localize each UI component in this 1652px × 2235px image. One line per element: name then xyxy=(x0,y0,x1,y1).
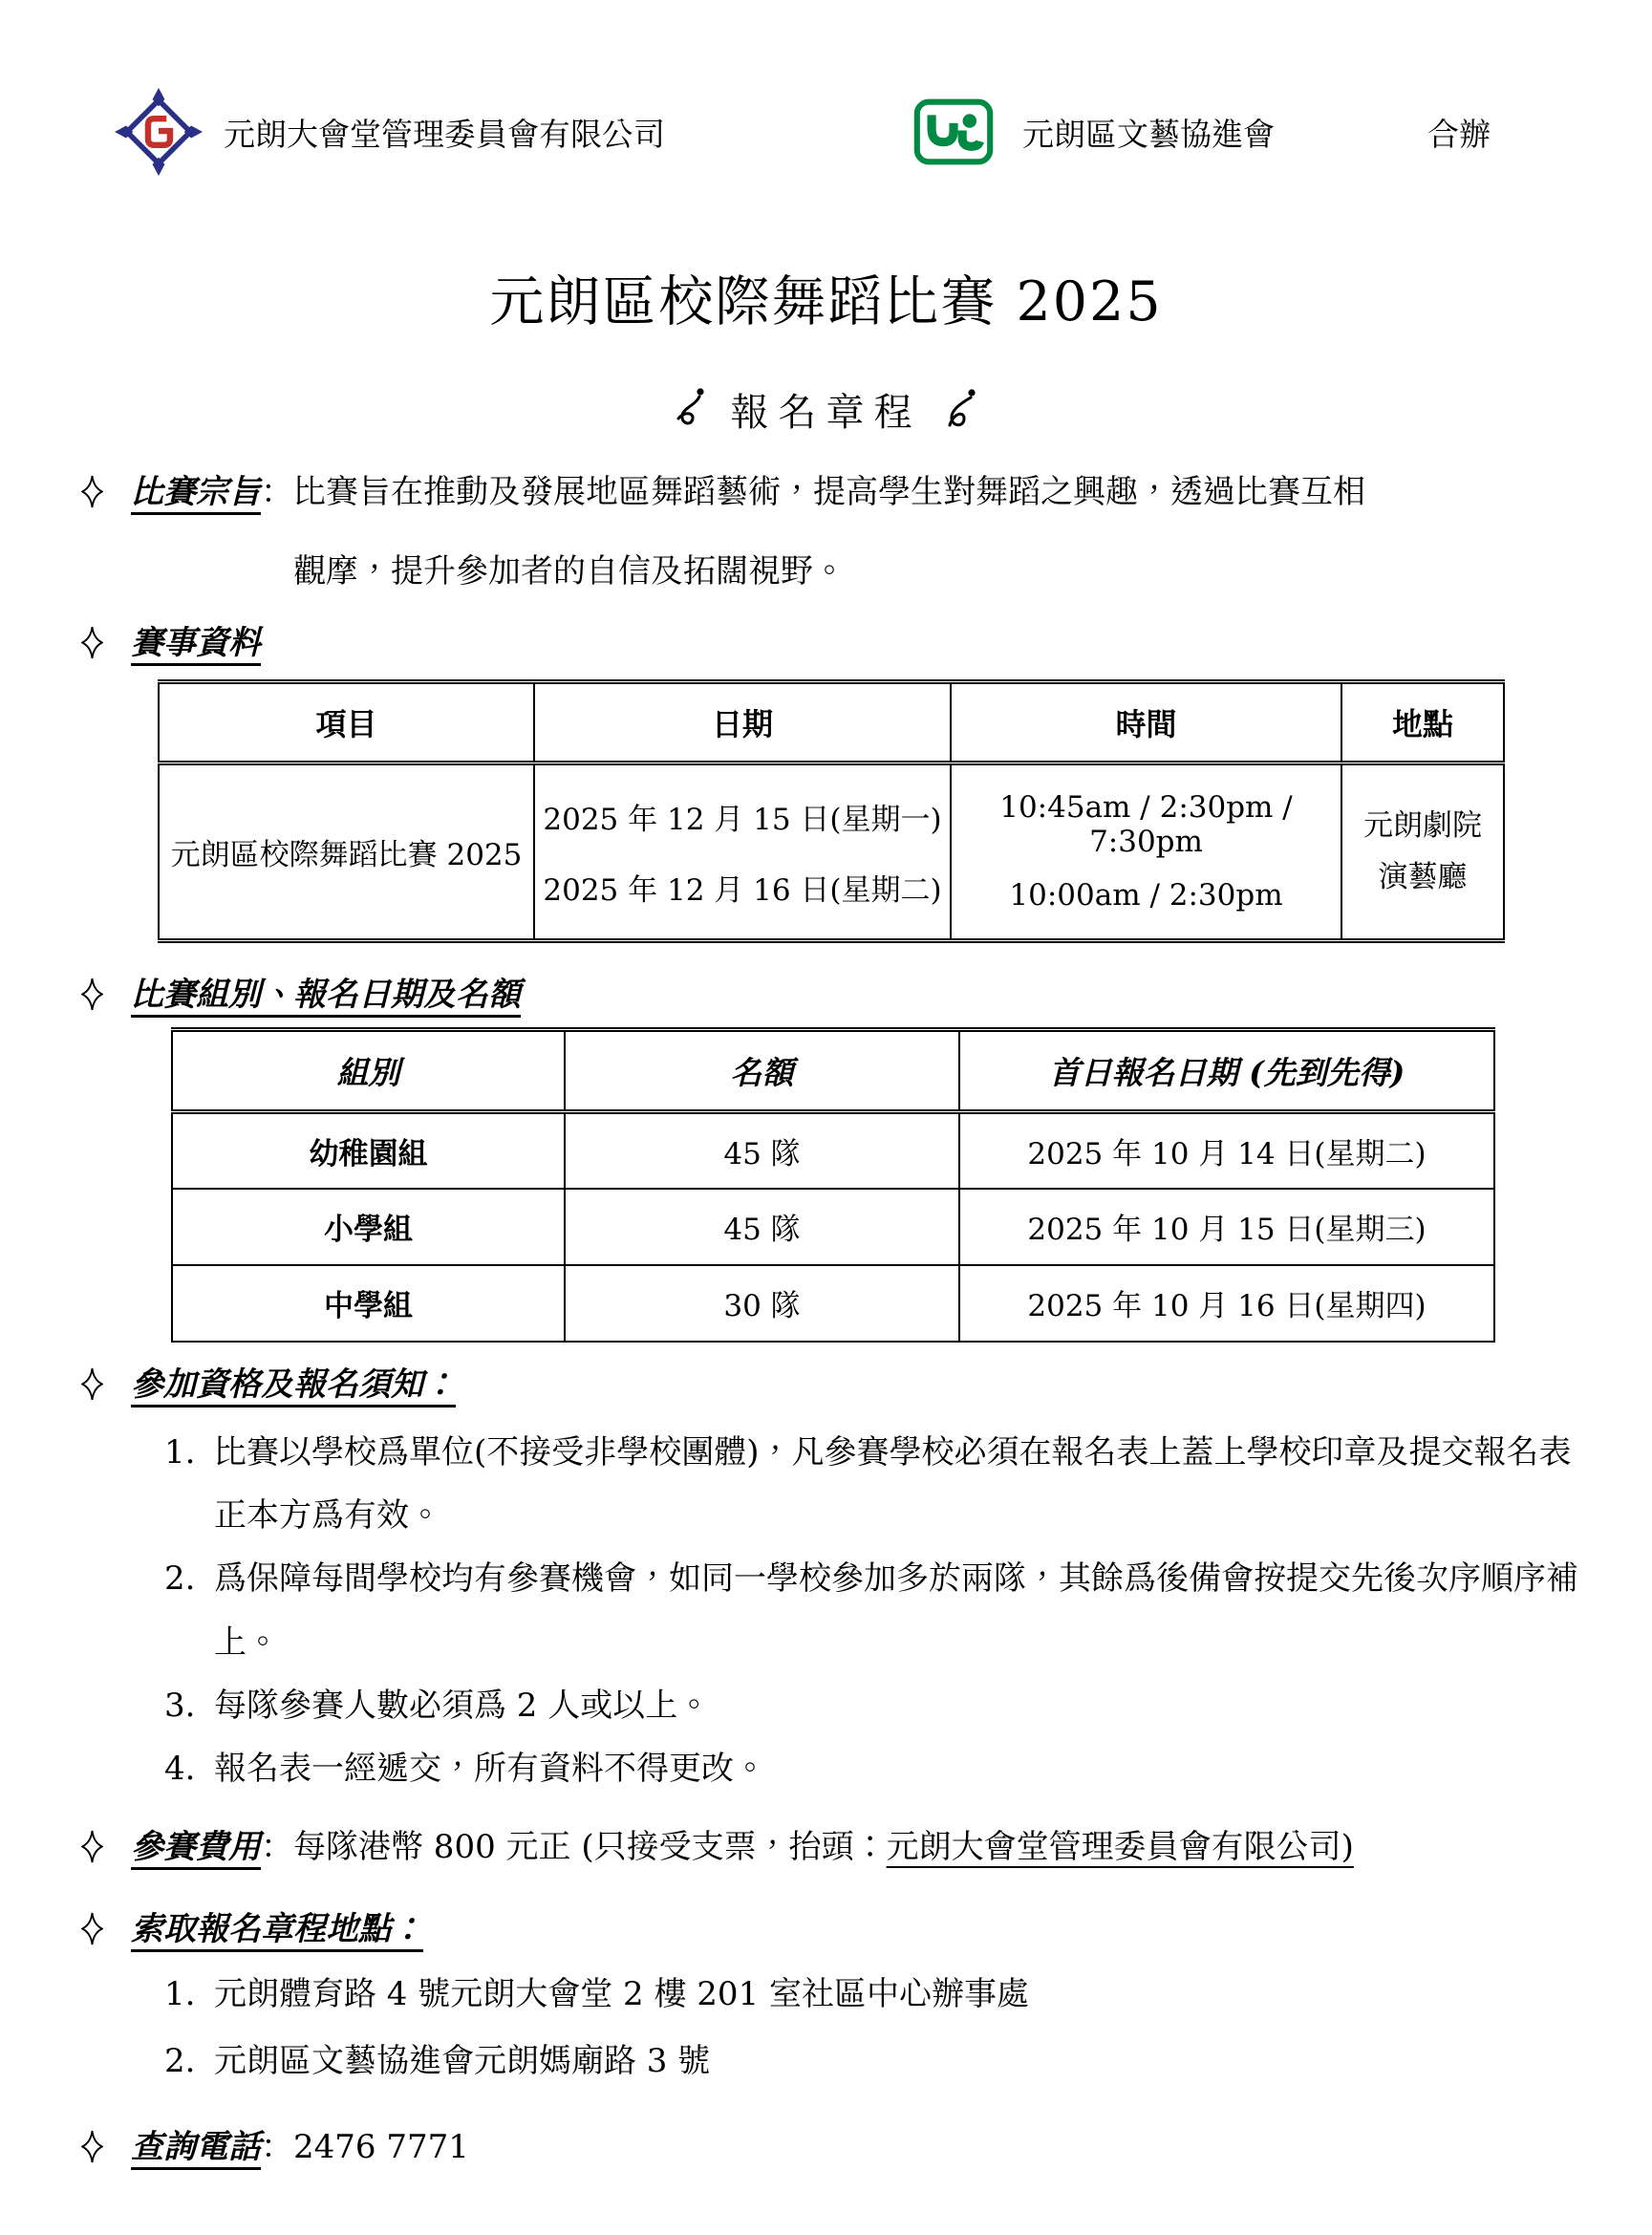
phone-label: 查詢電話 xyxy=(131,2127,261,2166)
fee-amount-text: 每隊港幣 800 元正 (只接受支票，抬頭： xyxy=(293,1827,887,1866)
event-date-2: 2025 年 12 月 16 日(星期二) xyxy=(543,872,942,908)
table-row-secondary xyxy=(172,1265,1494,1342)
item-number: 2. xyxy=(164,2041,196,2080)
page-title: 元朗區校際舞蹈比賽 2025 xyxy=(489,270,1163,333)
arts-association-logo-icon xyxy=(913,96,994,168)
subtitle-row xyxy=(0,382,1652,437)
item-text: 比賽以學校爲單位(不接受非學校團體)，凡參賽學校必須在報名表上蓋上學校印章及提交報名表正本方爲有效。 xyxy=(214,1432,1572,1536)
section-locations xyxy=(0,1906,1652,1952)
group-name: 小學組 xyxy=(172,1189,565,1265)
item-text: 爲保障每間學校均有參賽機會，如同一學校參加多於兩隊，其餘爲後備會按提交先後次序順序補上。 xyxy=(214,1559,1578,1662)
group-date: 2025 年 10 月 16 日(星期四) xyxy=(959,1265,1494,1342)
section-purpose xyxy=(0,469,1652,612)
fee-payee-name: 元朗大會堂管理委員會有限公司 xyxy=(886,1827,1341,1866)
event-times-cell xyxy=(951,763,1341,940)
item-number: 1. xyxy=(164,1432,196,1472)
col-header-event: 項目 xyxy=(159,681,534,763)
group-quota: 30 隊 xyxy=(565,1265,959,1342)
event-info-data-row xyxy=(159,763,1504,940)
event-dates-cell xyxy=(534,763,951,940)
four-pointed-star-icon xyxy=(81,475,103,508)
event-name-cell: 元朗區校際舞蹈比賽 2025 xyxy=(159,763,534,940)
item-number: 3. xyxy=(164,1687,196,1726)
section-groups xyxy=(0,972,1652,1018)
group-quota: 45 隊 xyxy=(565,1112,959,1189)
locations-list xyxy=(0,1962,1652,2095)
section-eligibility xyxy=(0,1362,1652,1408)
four-pointed-star-icon xyxy=(81,978,103,1011)
fee-label: 參賽費用 xyxy=(131,1827,261,1866)
event-time-2: 10:00am / 2:30pm xyxy=(1009,878,1283,913)
item-text: 報名表一經遞交，所有資料不得更改。 xyxy=(214,1750,766,1789)
col-header-firstday: 首日報名日期 (先到先得) xyxy=(959,1030,1494,1112)
groups-header-row xyxy=(172,1030,1494,1112)
four-pointed-star-icon xyxy=(81,1830,103,1863)
table-row-primary xyxy=(172,1189,1494,1265)
item-text: 元朗體育路 4 號元朗大會堂 2 樓 201 室社區中心辦事處 xyxy=(214,1975,1030,2014)
section-fee xyxy=(0,1824,1652,1870)
venue-line-1: 元朗劇院 xyxy=(1363,808,1482,844)
co-organized-label: 合辦 xyxy=(1427,115,1491,153)
four-pointed-star-icon xyxy=(81,626,103,659)
fee-close-paren: ) xyxy=(1341,1827,1354,1866)
phone-colon: ： xyxy=(261,2127,293,2166)
list-item xyxy=(164,1674,1652,1737)
eligibility-label: 參加資格及報名須知： xyxy=(131,1365,456,1404)
item-number: 1. xyxy=(164,1975,196,2014)
purpose-text: 比賽旨在推動及發展地區舞蹈藝術，提高學生對舞蹈之興趣，透過比賽互相觀摩，提升參加者的自信及拓闊視野。 xyxy=(293,473,1365,591)
town-hall-diamond-logo-icon xyxy=(113,88,204,176)
col-header-date: 日期 xyxy=(534,681,951,763)
purpose-colon: ： xyxy=(261,473,293,511)
group-quota: 45 隊 xyxy=(565,1189,959,1265)
venue-line-2: 演藝廳 xyxy=(1378,860,1468,895)
event-date-1: 2025 年 12 月 15 日(星期一) xyxy=(543,802,942,837)
event-time-1: 10:45am / 2:30pm / 7:30pm xyxy=(999,790,1293,860)
group-name: 幼稚園組 xyxy=(172,1112,565,1189)
event-info-header-row xyxy=(159,681,1504,763)
four-pointed-star-icon xyxy=(81,1367,103,1401)
item-number: 4. xyxy=(164,1750,196,1789)
list-item xyxy=(164,1737,1652,1800)
col-header-quota: 名額 xyxy=(565,1030,959,1112)
list-item xyxy=(164,1962,1652,2029)
group-name: 中學組 xyxy=(172,1265,565,1342)
eligibility-list xyxy=(0,1421,1652,1801)
group-date: 2025 年 10 月 15 日(星期三) xyxy=(959,1189,1494,1265)
flourish-right-icon xyxy=(945,386,977,434)
list-item xyxy=(164,1547,1652,1674)
organisation-2-name: 元朗區文藝協進會 xyxy=(1022,115,1275,153)
item-number: 2. xyxy=(164,1559,196,1599)
organisation-1-name: 元朗大會堂管理委員會有限公司 xyxy=(224,115,665,153)
group-date: 2025 年 10 月 14 日(星期二) xyxy=(959,1112,1494,1189)
organisations-header xyxy=(0,0,1652,176)
flourish-left-icon xyxy=(676,386,708,434)
table-row-kindergarten xyxy=(172,1112,1494,1189)
fee-colon: ： xyxy=(261,1827,293,1866)
phone-number: 2476 7771 xyxy=(293,2127,469,2166)
list-item xyxy=(164,2029,1652,2095)
event-venue-cell xyxy=(1341,763,1504,940)
fee-text xyxy=(293,1824,1354,1870)
locations-label: 索取報名章程地點： xyxy=(131,1909,423,1948)
item-text: 每隊參賽人數必須爲 2 人或以上。 xyxy=(214,1687,711,1726)
list-item xyxy=(164,1421,1652,1548)
groups-table xyxy=(171,1027,1495,1343)
event-info-label: 賽事資料 xyxy=(131,623,261,662)
event-info-table xyxy=(158,679,1505,943)
item-text: 元朗區文藝協進會元朗媽廟路 3 號 xyxy=(214,2041,711,2080)
groups-label: 比賽組別、報名日期及名額 xyxy=(131,975,521,1014)
four-pointed-star-icon xyxy=(81,1912,103,1945)
col-header-time: 時間 xyxy=(951,681,1341,763)
section-phone xyxy=(0,2124,1652,2170)
subtitle-text: 報名章程 xyxy=(730,391,922,435)
four-pointed-star-icon xyxy=(81,2130,103,2163)
col-header-venue: 地點 xyxy=(1341,681,1504,763)
purpose-label: 比賽宗旨 xyxy=(131,473,261,511)
col-header-group: 組別 xyxy=(172,1030,565,1112)
section-event-info xyxy=(0,620,1652,666)
